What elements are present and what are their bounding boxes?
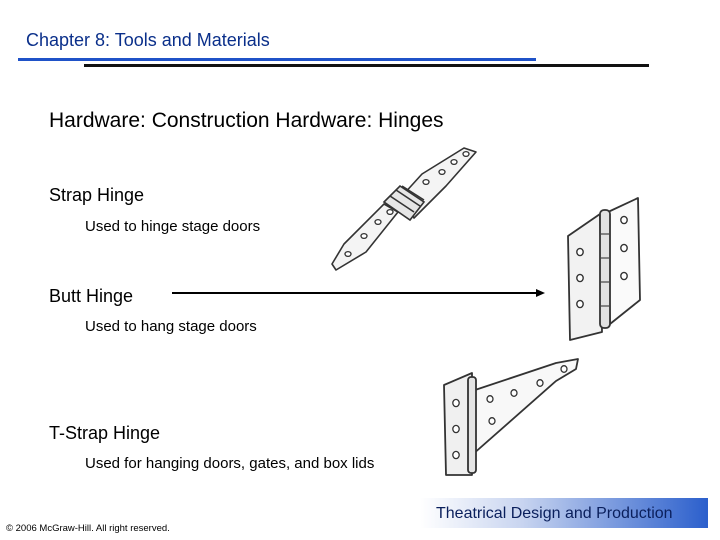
t-strap-hinge-description: Used for hanging doors, gates, and box lids [85,455,375,472]
chapter-title: Chapter 8: Tools and Materials [26,30,270,50]
header-rule-blue [18,58,536,61]
butt-hinge-title: Butt Hinge [49,286,134,306]
t-strap-hinge-image [436,355,586,480]
strap-hinge-title: Strap Hinge [49,185,145,205]
strap-hinge-image [326,142,486,272]
copyright-notice: © 2006 McGraw-Hill. All right reserved. [6,523,170,534]
butt-hinge-image [560,192,650,342]
footer-book-title: Theatrical Design and Production [436,505,673,522]
slide-heading: Hardware: Construction Hardware: Hinges [49,109,444,132]
t-strap-hinge-title: T-Strap Hinge [49,423,161,443]
butt-hinge-description: Used to hang stage doors [85,318,257,335]
header-rule-black [84,64,649,67]
strap-hinge-description: Used to hinge stage doors [85,218,261,235]
